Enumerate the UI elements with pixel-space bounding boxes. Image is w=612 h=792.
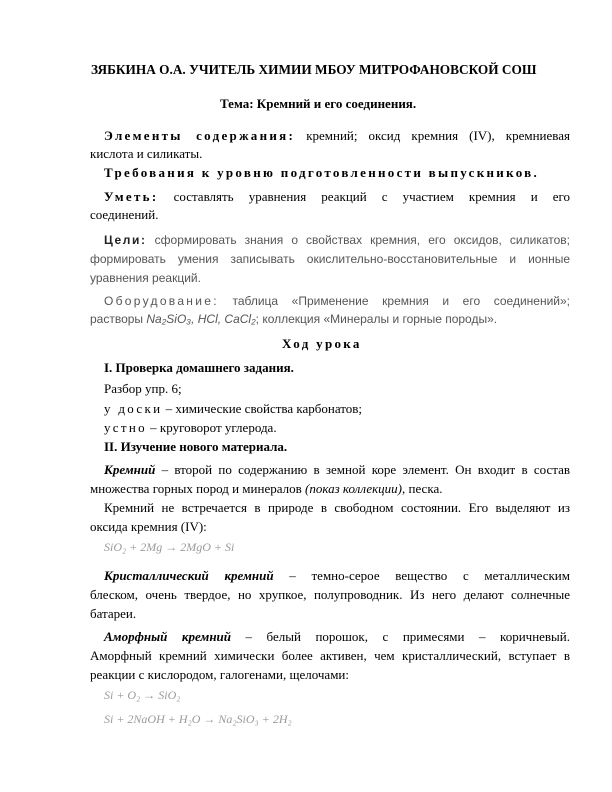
crystalline-text1: – темно-серое вещество с металлическим	[273, 568, 570, 583]
homework-item-2	[104, 401, 362, 416]
homework-item-1: Разбор упр. 6;	[104, 381, 182, 396]
lesson-topic: Тема: Кремний и его соединения.	[220, 96, 417, 111]
content-elements-line2: кислота и силикаты.	[90, 146, 203, 161]
skills-label: Уметь:	[104, 189, 159, 204]
homework-item-3	[104, 420, 277, 435]
goals-line3: уравнения реакций.	[90, 271, 201, 285]
section-homework: I. Проверка домашнего задания.	[104, 360, 294, 375]
equipment-formula: Na₂SiO₃, HCl, CaCl₂	[146, 312, 256, 326]
skills-line2: соединений.	[90, 207, 159, 222]
equipment-label: Оборудование:	[104, 294, 219, 308]
crystalline-line3: батареи.	[90, 606, 137, 621]
amorphous-line3: реакции с кислородом, галогенами, щелочами:	[90, 667, 349, 682]
homework-item-2-label: у доски	[104, 401, 163, 416]
formula-silicon-oxidation: Si + O₂ → SiO₂	[104, 688, 181, 702]
goals-line1	[104, 233, 570, 248]
silicon-text2-pre: множества горных пород и минералов	[90, 481, 305, 496]
content-elements-line1	[104, 128, 570, 143]
section-new-material: II. Изучение нового материала.	[104, 439, 288, 454]
goals-text: сформировать знания о свойствах кремния, его оксидов, силикатов;	[154, 233, 570, 247]
skills-line1	[104, 189, 570, 204]
requirements-heading: Требования к уровню подготовленности выпускников.	[104, 165, 540, 180]
silicon-text2-italic: (показ коллекции)	[304, 481, 402, 496]
page-title: ЗЯБКИНА О.А. УЧИТЕЛЬ ХИМИИ МБОУ МИТРОФАНОВСКОЙ СОШ	[91, 62, 537, 77]
silicon-text2-post: , песка.	[402, 481, 443, 496]
formula-silicon-alkali: Si + 2NaOH + H₂O → Na₂SiO₃ + 2H₂	[104, 712, 292, 726]
silicon-text1: – второй по содержанию в земной коре элемент. Он входит в состав	[155, 462, 570, 477]
equipment-line1	[104, 294, 570, 309]
content-elements-text: кремний; оксид кремния (IV), кремниевая	[306, 128, 570, 143]
equipment-line2	[90, 312, 497, 327]
crystalline-line2: блеском, очень твердое, но хрупкое, полупроводник. Из него делают солнечные	[90, 587, 570, 602]
silicon-line1	[104, 462, 570, 477]
amorphous-term: Аморфный кремний	[104, 629, 231, 644]
formula-silicon-reduction: SiO₂ + 2Mg → 2MgO + Si	[104, 540, 235, 554]
goals-label: Цели:	[104, 233, 147, 247]
amorphous-line2: Аморфный кремний химически более активен, чем кристаллический, вступает в	[90, 648, 570, 663]
equipment-text: таблица «Применение кремния и его соединений»;	[232, 294, 570, 308]
homework-item-3-text: – круговорот углерода.	[146, 420, 277, 435]
silicon-line3: Кремний не встречается в природе в свободном состоянии. Его выделяют из	[104, 500, 570, 515]
homework-item-2-text: – химические свойства карбонатов;	[162, 401, 363, 416]
amorphous-text1: – белый порошок, с примесями – коричневый.	[231, 629, 570, 644]
goals-line2: формировать умения записывать окислительно-восстановительные и ионные	[90, 252, 570, 266]
silicon-term: Кремний	[104, 462, 156, 477]
equipment-text2-post: ; коллекция «Минералы и горные породы».	[255, 312, 498, 326]
crystalline-line1	[104, 568, 570, 583]
silicon-line2	[90, 481, 442, 496]
homework-item-3-label: устно	[104, 420, 147, 435]
crystalline-term: Кристаллический кремний	[104, 568, 274, 583]
lesson-heading: Ход урока	[282, 336, 362, 351]
content-elements-label: Элементы содержания:	[104, 128, 296, 143]
equipment-text2-pre: растворы	[90, 312, 147, 326]
amorphous-line1	[104, 629, 570, 644]
skills-text: составлять уравнения реакций с участием кремния и его	[173, 189, 571, 204]
silicon-line4: оксида кремния (IV):	[90, 519, 207, 534]
